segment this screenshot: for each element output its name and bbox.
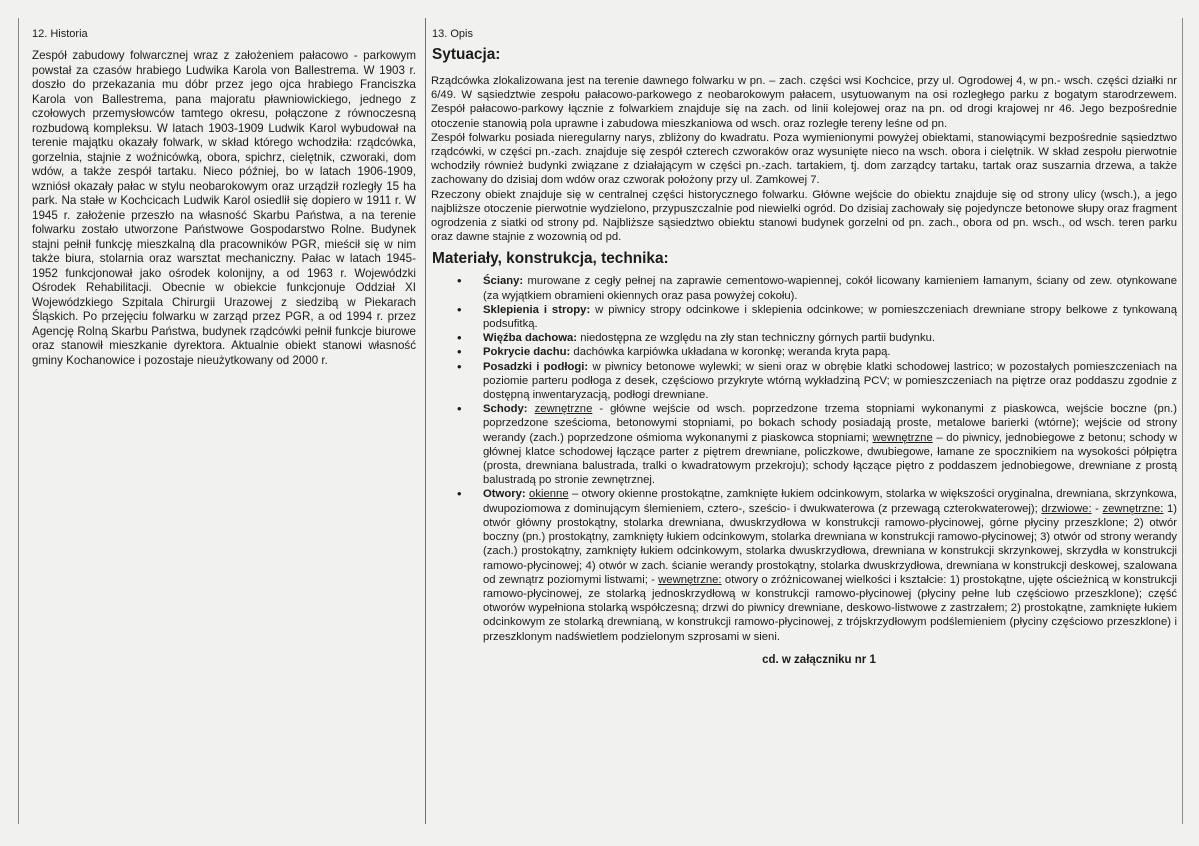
list-item [431, 274, 1177, 302]
situation-paragraph-3: Rzeczony obiekt znajduje się w centralnej części historycznego folwarku. Główne wejście do obiektu znajduje się od strony ulicy (wsch.), a jego najbliższe otoczenie pierwotnie wydzielono, przypuszczalnie pod niewielki ogród. Do dzisiaj zachowały się pojedyncze betonowe słupy oraz fragment ogrodzenia z siatki od strony pd. Najbliższe sąsiedztwo obiektu stanowi budynek gorzelni od pn. zach., obora od pn. wsch., od wsch. teren parku oraz dawne stajnie z wozownią od pd. [431, 188, 1177, 244]
underlined-term: wewnętrzne: [658, 573, 722, 586]
item-text: 1) otwór główny prostokątny, stolarka drewniana, dwuskrzydłowa w konstrukcji ramowo-płycinowej, górne płyciny przeszklone; 2) otwór boczny (pn.) prostokątny, zamknięty łukiem odcinkowym, stolarka drewniana w konstrukcji ramowo-płycinowej; 3) otwór od strony werandy (zach.) prostokątny, zamknięty łukiem odcinkowym, stolarka dwuskrzydłowa, drewniana w konstrukcji skrzynkowej, skrzydła w konstrukcji ramowo-płycinowej; 4) otwór w zach. ścianie werandy prostokątny, stolarka dwuskrzydłowa, drewniana w konstrukcji deskowej, szalowana od zewnątrz poziomymi listwami; - [483, 502, 1178, 586]
history-column [24, 28, 416, 368]
item-term: Sklepienia i stropy: [483, 303, 591, 316]
item-text: w piwnicy betonowe wylewki; w sieni oraz w obrębie klatki schodowej lastrico; w pozostałych pomieszczeniach na poziomie parteru podłoga z desek, częściowo przykryte wtórną wykładziną PCV; w pomieszczeniach na piętrze oraz poddaszu zgodnie z dostępną inwentaryzacją, podłogi drewniane. [483, 360, 1177, 402]
history-section-label: 12. Historia [32, 28, 88, 40]
item-term: Ściany: [483, 275, 524, 288]
item-text: - główne wejście od wsch. poprzedzone trzema stopniami wykonanymi z piaskowca, wejście boczne (pn.) poprzedzone sześcioma, betonowymi stopniami, po bokach schody posiadają proste, metalowe barierki (wtórne); wejście od strony werandy (zach.) poprzedzone ośmioma wykonanymi z piaskowca stopniami; [483, 403, 1178, 444]
materials-heading: Materiały, konstrukcja, technika: [432, 250, 669, 268]
item-term: Otwory: [483, 488, 526, 501]
bullet-icon: • [457, 301, 462, 317]
underlined-term: okienne [529, 488, 569, 501]
item-term: Więźba dachowa: [483, 332, 578, 345]
item-text: w piwnicy stropy odcinkowe i sklepienia odcinkowe; w pomieszczeniach drewniane stropy belkowe z tynkowaną podsufitką. [483, 303, 1177, 331]
underlined-term: zewnętrzne [534, 403, 593, 416]
description-section-label: 13. Opis [432, 28, 473, 40]
column-divider [425, 18, 426, 824]
item-text: – otwory okienne prostokątne, zamknięte łukiem odcinkowym, stolarka w większości oryginalna, drewniana, skrzynkowa, dwupoziomowa z dominującym ślemieniem, cztero-, sześcio- i dwukwaterowa (z przewagą czterokwaterowej); [483, 488, 1178, 515]
continuation-note: cd. w załączniku nr 1 [762, 653, 876, 666]
materials-list [431, 274, 1177, 643]
bullet-icon: • [457, 273, 462, 289]
item-text: dachówka karpiówka układana w koronkę; weranda kryta papą. [570, 346, 891, 359]
list-item-openings [431, 487, 1177, 643]
bullet-icon: • [457, 486, 462, 502]
item-text: - [1091, 502, 1103, 515]
description-column [431, 28, 1177, 666]
underlined-term: wewnętrzne [872, 431, 933, 444]
item-term: Pokrycie dachu: [483, 346, 571, 359]
list-item [431, 303, 1177, 331]
item-text: murowane z cegły pełnej na zaprawie cementowo-wapiennej, cokół licowany kamieniem łamanym, ściany od zew. otynkowane (za wyjątkiem obramieni okiennych oraz pasa powyżej cokołu). [483, 275, 1177, 302]
history-text [32, 49, 416, 368]
bullet-icon: • [457, 401, 462, 417]
underlined-term: zewnętrzne: [1102, 502, 1164, 515]
item-text: niedostępna ze względu na zły stan techniczny górnych partii budynku. [577, 332, 936, 345]
list-item-stairs [431, 402, 1177, 487]
bullet-icon: • [457, 330, 462, 346]
item-text: – do piwnicy, jednobiegowe z betonu; schody w głównej klatce schodowej łączące parter z piętrem drewniane, policzkowe, dwubiegowe, łamane ze spocznikiem na wysokości półpiętra (prosta, drewniana balustrada, tralki o kwadratowym przekroju); schody łączące piętro z poddaszem jednobiegowe, drewniane z prostą balustradą po stronie zewnętrznej. [483, 431, 1177, 487]
list-item [431, 345, 1177, 359]
item-term: Posadzki i podłogi: [483, 360, 589, 373]
list-item [431, 331, 1177, 345]
underlined-term: drzwiowe: [1041, 502, 1092, 515]
bullet-icon: • [457, 358, 462, 374]
history-paragraph: Zespół zabudowy folwarcznej wraz z założeniem pałacowo - parkowym powstał za czasów hrabiego Ludwika Karola von Ballestrema. W 1903 r. doszło do przekazania mu dóbr przez jego ojca hrabiego Franciszka Karola von Ballestrema, pana majoratu pławniowickiego, jednego z czołowych przemysłowców tamtego okresu, połączone z równoczesną rozbudową kompleksu. W latach 1903-1909 Ludwik Karol wybudował na terenie majątku okazały folwark, w skład którego wchodziła: rządcówka, gorzelnia, stajnie z woźnicówką, obora, spichrz, cielętnik, czworaki, dom wdów, a także zespół tartaku. Nieco później, bo w latach 1906-1909, wzniósł okazały pałac w stylu neobarokowym oraz urządził rozległy 15 ha park. Na stałe w Kochcicach Ludwik Karol osiedlił się dopiero w 1911 r. W 1945 r. założenie przeszło na własność Skarbu Państwa, a na terenie folwarku zostało utworzone Państwowe Gospodarstwo Rolne. Budynek stajni pełnił funkcję mieszkalną dla pracowników PGR, mieścił się w nim także biura, stolarnia oraz warsztat mechaniczny. Pałac w latach 1945-1952 funkcjonował jako ośrodek kolonijny, a od 1963 r. Wojewódzki Ośrodek Rehabilitacji. Obecnie w obiekcie funkcjonuje Oddział XI Wojewódzkiego Szpitala Chirurgii Urazowej z siedzibą w Piekarach Śląskich. Po przejęciu folwarku w zarząd przez PGR, a od 1994 r. przez Agencję Rolną Skarbu Państwa, budynek rządcówki pełnił funkcje biurowe oraz stanowił mieszkanie dyrektora. Aktualnie obiekt stanowi własność gminy Kochanowice i pozostaje nieużytkowany od 2000 r. [32, 49, 416, 367]
situation-paragraph-2: Zespół folwarku posiada nieregularny narys, zbliżony do kwadratu. Poza wymienionymi powyżej obiektami, stanowiącymi bezpośrednie sąsiedztwo rządcówki, w części pn.-zach. znajduje się zespół czterech czworaków oraz wysunięte nieco na wsch. obora i cielętnik. W skład zespołu pierwotnie wchodziły również budynki związane z działającym w części pn.-zach. tartakiem, tj. dom zarządcy tartaku, tartak oraz suszarnia drzewa, a także zachowany do dzisiaj dom wdów oraz czworak położony przy ul. Zamkowej 7. [431, 131, 1177, 187]
item-text: otwory o zróżnicowanej wielkości i kształcie: 1) prostokątne, ujęte ościeżnicą w konstrukcji ramowo-płycinowej, ze stolarką jednoskrzydłową w konstrukcji ramowo-płycinowej (płyciny pełne lub częściowo przeszklone); część otworów wypełniona stolarką współczesną; drzwi do piwnicy drewniane, deskowo-listwowe z zastrzałem; 2) prostokątne, zamknięte łukiem odcinkowym ze stolarką drewnianą, w konstrukcji ramowo-płycinowej, z trójskrzydłowym podślemieniem (płyciny częściowo przeszklone) i przeszklonym nadświetlem podzielonym szprosami w sieni. [483, 573, 1177, 643]
item-term: Schody: [483, 403, 528, 416]
situation-heading: Sytuacja: [432, 46, 501, 63]
bullet-icon: • [457, 344, 462, 360]
list-item [431, 360, 1177, 403]
situation-paragraph-1: Rządcówka zlokalizowana jest na terenie dawnego folwarku w pn. – zach. części wsi Kochcice, przy ul. Ogrodowej 4, w pn.- wsch. części działki nr 6/49. W sąsiedztwie zespołu pałacowo-parkowego z neobarokowym pałacem, usytuowanym na osi rozległego parku z bogatym starodrzewem. Zespół pałacowo-parkowy łącznie z folwarkiem znajduje się na zach. od linii kolejowej oraz na pn. od drogi krajowej nr 46. Jego bezpośrednie otoczenie stanowią pola uprawne i zabudowa mieszkaniowa od wsch. oraz rozległe tereny leśne od pn. [431, 75, 1177, 130]
